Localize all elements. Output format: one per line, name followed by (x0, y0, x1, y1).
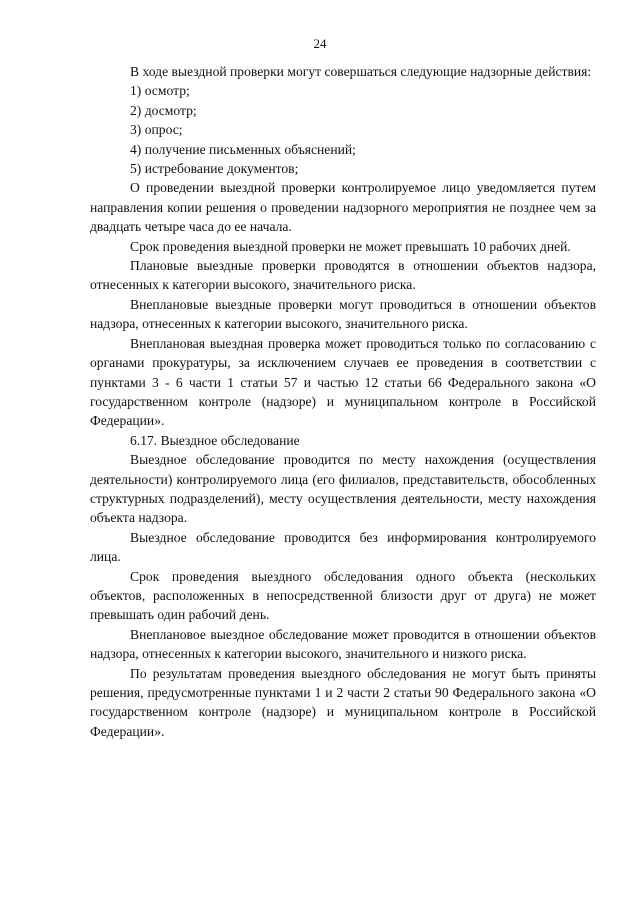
paragraph-unplanned-inspections: Внеплановые выездные проверки могут проводиться в отношении объектов надзора, отнесенных к категории высокого, значительного риска. (90, 296, 596, 332)
list-item-document-request: 5) истребование документов; (130, 161, 299, 177)
list-item-interview: 3) опрос; (130, 122, 183, 138)
page-number: 24 (313, 36, 327, 51)
document-body (90, 62, 596, 741)
list-item-inspection: 1) осмотр; (130, 83, 190, 99)
paragraph-field-survey-location: Выездное обследование проводится по месту нахождения (осуществления деятельности) контролируемого лица (его филиалов, представительств, обособленных структурных подразделений), месту осуществления деятельности, месту нахождения объекта надзора. (90, 452, 596, 526)
list-item-search: 2) досмотр; (130, 102, 197, 118)
paragraph-intro: В ходе выездной проверки могут совершаться следующие надзорные действия: (130, 64, 592, 79)
paragraph-field-survey-no-notice: Выездное обследование проводится без информирования контролируемого лица. (90, 529, 596, 565)
paragraph-planned-inspections: Плановые выездные проверки проводятся в отношении объектов надзора, отнесенных к категории высокого, значительного риска. (90, 258, 596, 293)
paragraph-survey-results: По результатам проведения выездного обследования не могут быть приняты решения, предусмотренные пунктами 1 и 2 части 2 статьи 90 Федерального закона «О государственном контроле (надзоре) и муниципальном контроле в Российской Федерации». (90, 665, 596, 739)
paragraph-prosecutor-approval: Внеплановая выездная проверка может проводиться только по согласованию с органами прокуратуры, за исключением случаев ее проведения в соответствии с пунктами 3 - 6 части 1 статьи 57 и частью 12 статьи 66 Федерального закона «О государственном контроле (надзоре) и муниципальном контроле в Российской Федерации». (90, 335, 596, 429)
paragraph-unplanned-survey: Внеплановое выездное обследование может проводится в отношении объектов надзора, отнесенных к категории высокого, значительного и низкого риска. (90, 626, 596, 662)
paragraph-notification: О проведении выездной проверки контролируемое лицо уведомляется путем направления копии решения о проведении надзорного мероприятия не позднее чем за двадцать четыре часа до ее начала. (90, 180, 596, 235)
section-heading-6-17: 6.17. Выездное обследование (130, 432, 300, 448)
paragraph-field-survey-duration: Срок проведения выездного обследования одного объекта (нескольких объектов, расположенных в непосредственной близости друг от друга) не может превышать один рабочий день. (90, 568, 596, 623)
list-item-written-explanations: 4) получение письменных объяснений; (130, 141, 356, 157)
paragraph-duration: Срок проведения выездной проверки не может превышать 10 рабочих дней. (130, 238, 571, 254)
